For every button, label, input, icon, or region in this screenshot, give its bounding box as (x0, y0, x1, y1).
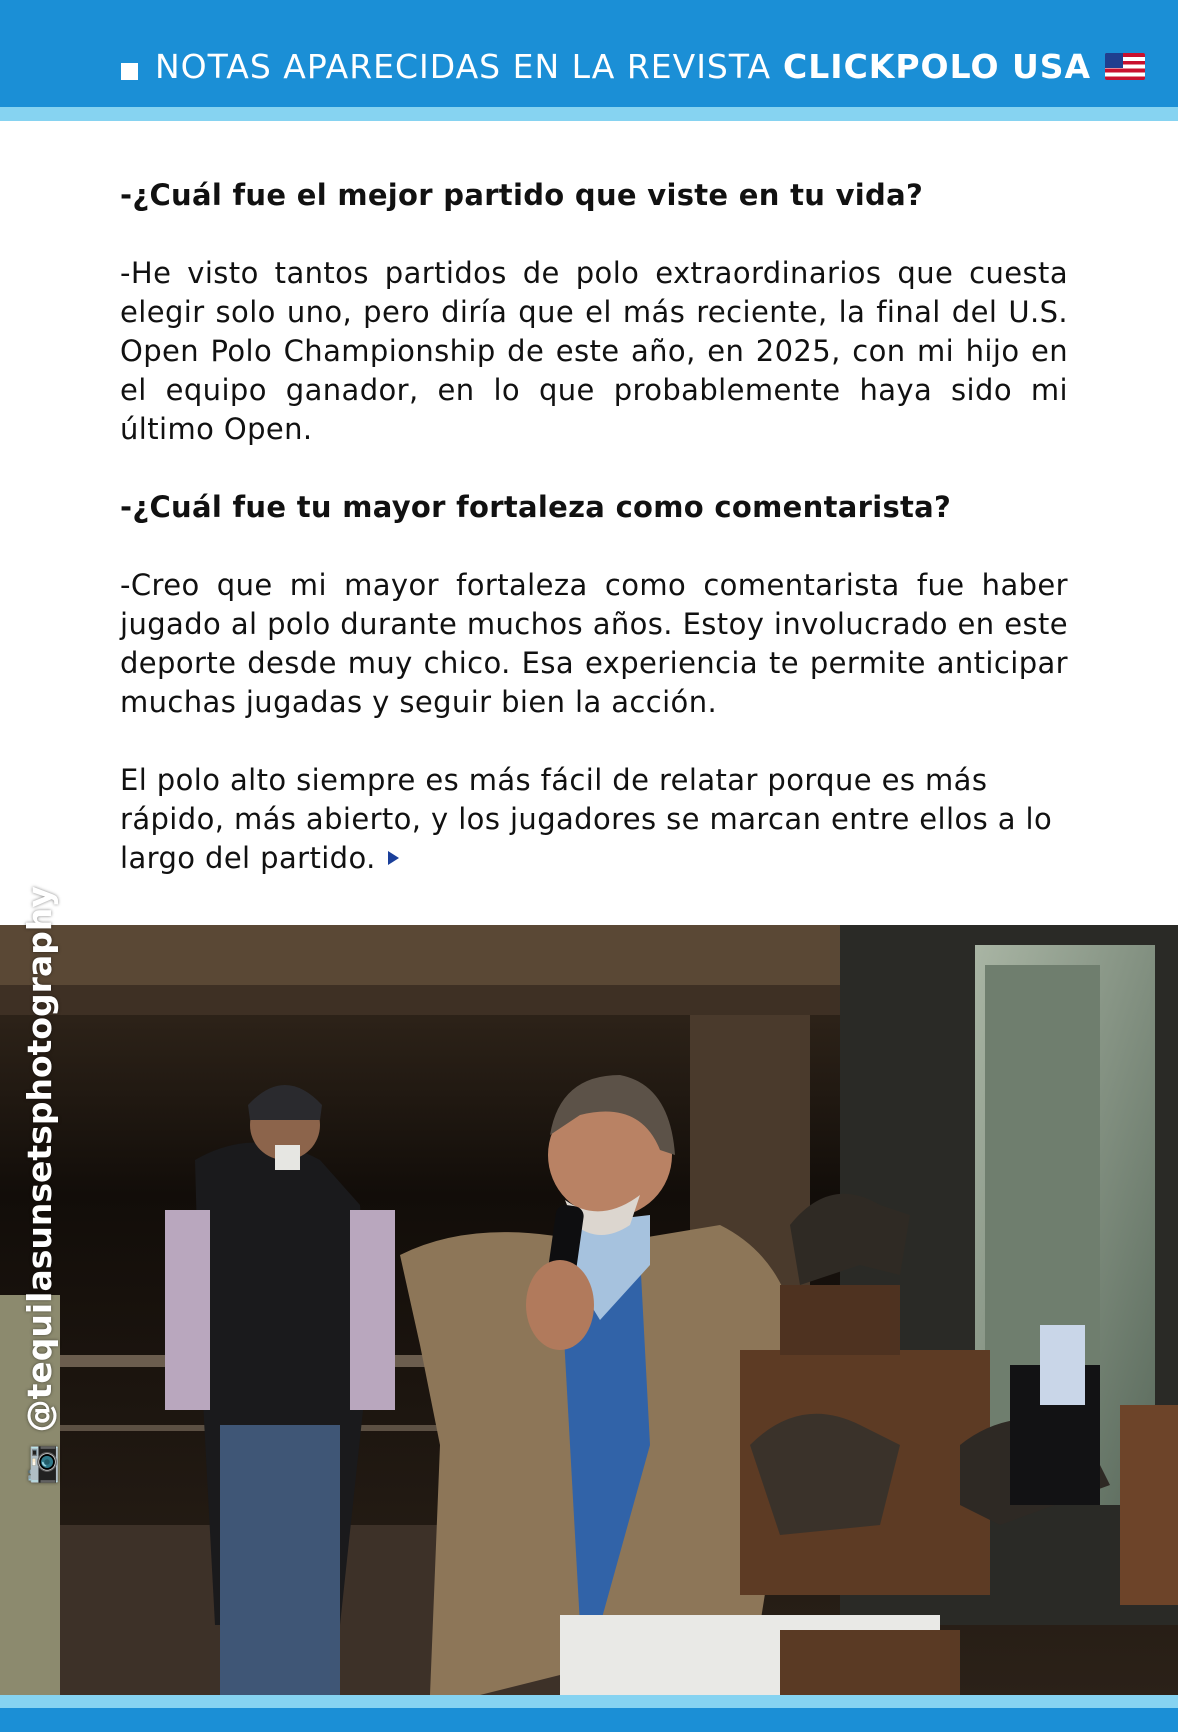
header-accent-strip (0, 107, 1178, 121)
us-flag-icon (1105, 53, 1145, 80)
photo-credit-text: @tequilasunsetsphotography (20, 886, 59, 1433)
square-icon (121, 63, 138, 80)
play-arrow-icon (388, 851, 399, 865)
camera-icon: 📷 (20, 1443, 59, 1485)
paragraph-3-text: El polo alto siempre es más fácil de relatar porque es más rápido, más abierto, y los jugadores se marcan entre ellos a lo largo del partido. (120, 763, 1053, 875)
article-body (120, 176, 1068, 917)
answer-1: -He visto tantos partidos de polo extraordinarios que cuesta elegir solo uno, pero diría que el más reciente, la final del U.S. Open Polo Championship de este año, en 2025, con mi hijo en el equipo ganador, en lo que probablemente haya sido mi último Open. (120, 256, 1068, 446)
header-title-bold: CLICKPOLO USA (783, 46, 1092, 86)
footer-accent-strip (0, 1695, 1178, 1708)
answer-2: -Creo que mi mayor fortaleza como comentarista fue haber jugado al polo durante muchos años. Estoy involucrado en este deporte desde muy chico. Esa experiencia te permite anticipar muchas jugadas y seguir bien la acción. (120, 568, 1068, 719)
paragraph-3 (120, 761, 1068, 878)
photo-credit (20, 886, 60, 1485)
question-1: -¿Cuál fue el mejor partido que viste en tu vida? (120, 178, 924, 212)
question-2: -¿Cuál fue tu mayor fortaleza como comentarista? (120, 490, 952, 524)
header-title-plain: NOTAS APARECIDAS EN LA REVISTA (155, 46, 772, 86)
event-photo (0, 925, 1178, 1695)
header-title (121, 41, 1145, 91)
